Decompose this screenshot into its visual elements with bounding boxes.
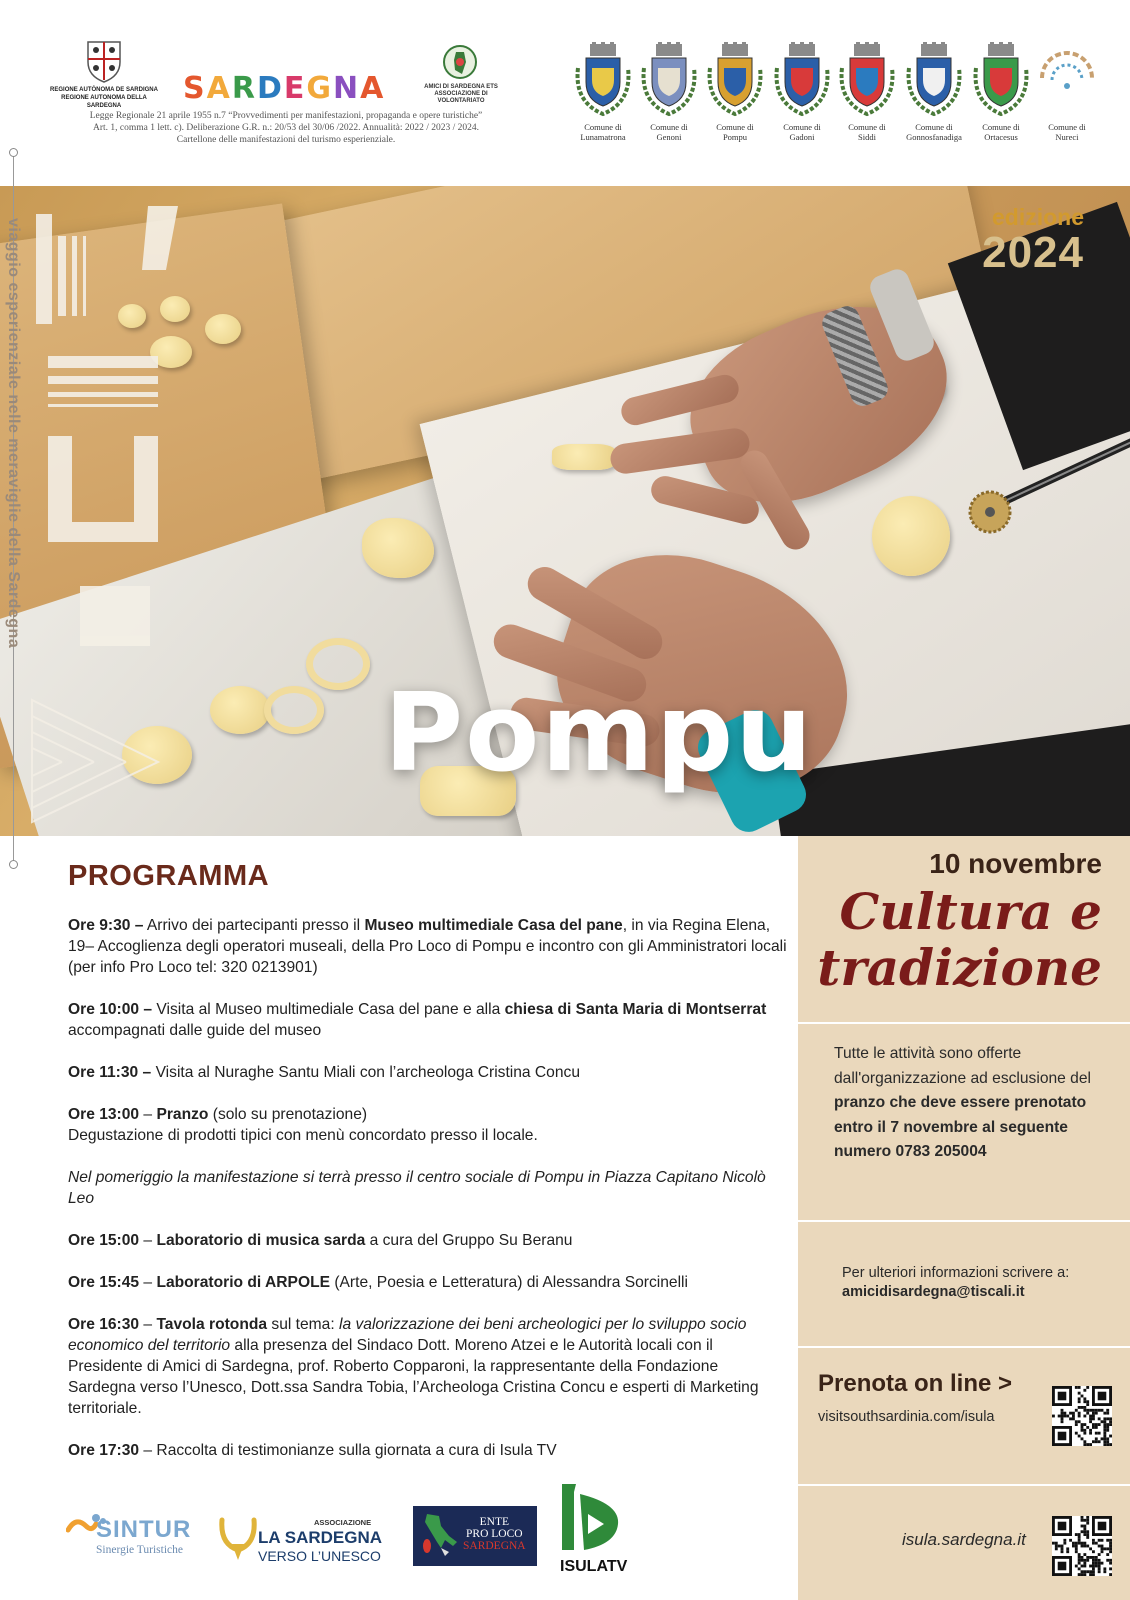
municipality-prefix: Comune di [915,122,953,132]
region-name-sardinian: REGIONE AUTÒNOMA DE SARDIGNA [50,87,158,93]
program-title: PROGRAMMA [68,860,270,892]
sardegna-logo-letter: A [360,71,386,106]
program-highlight: Laboratorio di musica sarda [156,1232,366,1249]
program-text: accompagnati dalle guide del museo [68,1022,322,1039]
dough-ring [264,686,324,734]
program-text: – [139,1316,157,1333]
program-time: Ore 11:30 – [68,1064,152,1081]
la-sardegna-unesco-logo [218,1504,394,1574]
program-time: Ore 16:30 [68,1316,140,1333]
website-qr-code-icon[interactable] [1052,1516,1112,1576]
program-text: – [139,1274,157,1291]
isula-tv-name: ISULATV [560,1558,628,1575]
edition-badge [982,204,1084,276]
municipality-prefix: Comune di [783,122,821,132]
municipality-lunamatrona [568,42,638,142]
isula-tv-mark-icon [562,1484,622,1554]
municipality-name: Gadoni [789,132,815,142]
contact-email-link[interactable]: amicidisardegna@tiscali.it [842,1284,1025,1300]
program-time: Ore 15:45 [68,1274,140,1291]
municipal-crest-icon [970,42,1032,118]
municipality-prefix: Comune di [848,122,886,132]
sardegna-logo-letter: E [283,71,307,106]
municipal-crest-icon [572,42,634,118]
municipality-label [899,122,969,142]
pro-loco-l1: ENTE [479,1516,509,1528]
lunch-notice-text: Tutte le attività sono offerte dall'organizzazione ad esclusione del [834,1045,1091,1087]
isula-tv-logo [558,1484,628,1578]
municipality-name: Genoni [656,132,682,142]
info-panel [798,836,1130,1600]
program-entry [68,1230,788,1251]
amici-sub: ASSOCIAZIONE DI VOLONTARIATO [434,91,488,104]
program-entry [68,1272,788,1293]
program-note: Nel pomeriggio la manifestazione si terrà presso il centro sociale di Pompu in Piazza Capitano Nicolò Leo [68,1169,766,1207]
amici-name: AMICI DI SARDEGNA ETS [424,84,498,90]
program-entry [68,1104,788,1146]
sardegna-logo-letter: N [332,71,361,106]
program-topic: la valorizzazione dei beni archeologici per lo sviluppo socio economico del territorio [68,1316,747,1354]
panel-divider [798,1220,1130,1222]
program-time: Ore 13:00 [68,1106,140,1123]
isula-logo-icon [28,206,178,646]
municipal-crest-icon [704,42,766,118]
program-text: – [139,1232,157,1249]
partner-logos [0,1480,790,1600]
pro-loco-text [463,1516,526,1552]
program-text: a cura del Gruppo Su Beranu [365,1232,573,1249]
municipality-gadoni [767,42,837,142]
side-tagline-text: viaggio esperienziale nelle meraviglie della Sardegna [5,218,22,649]
municipality-name: Nureci [1055,132,1079,142]
event-date: 10 novembre [929,848,1102,879]
website-link[interactable]: isula.sardegna.it [902,1530,1026,1549]
municipality-label [568,122,638,142]
municipal-crest-icon [903,42,965,118]
program-text: Arrivo dei partecipanti presso il [143,917,365,934]
sardegna-logo-letter: R [231,71,257,106]
municipality-name: Lunamatrona [580,132,626,142]
municipality-pompu [700,42,770,142]
program-text: , in via Regina Elena, 19– Accoglienza degli operatori museali, della Pro Loco di Pompu e incontro con gli Amministratori locali (per info Pro Loco tel: 320 0213901) [68,917,787,976]
ox-horns-icon [218,1514,258,1564]
municipality-nureci [1032,42,1102,142]
panel-divider [798,1022,1130,1024]
municipal-crest-icon [771,42,833,118]
program-highlight: Pranzo [156,1106,209,1123]
sardegna-logo-letter: A [206,71,232,106]
municipality-name: Siddi [858,132,876,142]
sardegna-logo-letter: S [183,71,207,106]
municipality-prefix: Comune di [1048,122,1086,132]
program-text: Visita al Museo multimediale Casa del pane e alla [152,1001,505,1018]
municipality-genoni [634,42,704,142]
la-sardegna-sub: VERSO L’UNESCO [258,1548,381,1564]
regione-sardegna-crest-icon [84,38,124,84]
municipal-crest-icon [638,42,700,118]
program-entry [68,999,788,1041]
municipality-label [832,122,902,142]
dough-piece [872,496,950,576]
event-headline [802,884,1102,996]
program-highlight: Museo multimediale Casa del pane [364,917,623,934]
sardegna-logo-letter: G [306,71,333,106]
pastry-cutter-icon [960,436,1130,536]
side-rail-dot [9,860,18,869]
municipality-prefix: Comune di [982,122,1020,132]
sintur-sub: Sinergie Turistiche [96,1544,184,1556]
region-name [48,86,160,110]
program-time: Ore 15:00 [68,1232,140,1249]
italy-map-icon [419,1512,461,1560]
triangle-pattern-icon [28,696,168,826]
edition-label: edizione [991,204,1084,230]
program-entry [68,1062,788,1083]
program-highlight: chiesa di Santa Maria di Montserrat [504,1001,767,1018]
panel-divider [798,1484,1130,1486]
municipality-label [767,122,837,142]
municipality-name: Pompu [722,132,748,142]
municipal-crest-icon [836,42,898,118]
municipality-name: Ortacesus [984,132,1018,142]
municipality-label [634,122,704,142]
dough-piece [210,686,270,734]
legal-reference [36,110,536,146]
sintur-logo [66,1510,196,1570]
lunch-notice-booking: pranzo che deve essere prenotato entro il 7 novembre al seguente numero 0783 205004 [834,1094,1087,1160]
municipality-gonnosfanadiga [899,42,969,142]
municipalities-row [568,42,1108,162]
lunch-notice [834,1042,1114,1165]
la-sardegna-name: LA SARDEGNA [258,1528,383,1547]
book-online-link[interactable]: Prenota on line > [818,1370,1013,1397]
municipality-label [966,122,1036,142]
program-text: (solo su prenotazione) [208,1106,368,1123]
sardegna-logo-letter: D [256,71,284,106]
program-text: alla presenza del Sindaco Dott. Moreno Atzei e le Autorità locali con il Presidente di Amici di Sardegna, prof. Roberto Copparoni, la rappresentante della Fondazione Sardegna verso l’Unesco, Dott.ssa Sandra Tobia, l’Archeologa Cristina Concu e esperti di Marketing territoriale. [68,1337,759,1417]
contact-label: Per ulteriori informazioni scrivere a: [842,1265,1070,1281]
booking-url-link[interactable]: visitsouthsardinia.com/isula [818,1409,995,1425]
booking-qr-code-icon[interactable] [1052,1386,1112,1446]
panel-divider [798,1346,1130,1348]
program-time: Ore 9:30 – [68,917,144,934]
municipality-label [1032,122,1102,142]
program-list [68,915,788,1461]
hero-photo [0,186,1130,836]
amici-di-sardegna-logo-icon [442,44,478,84]
side-rail-dot [9,148,18,157]
dough-piece [552,444,616,470]
program-text: – [139,1106,157,1123]
program-entry [68,1314,788,1419]
program-time: Ore 10:00 – [68,1001,153,1018]
contact-info [842,1264,1122,1302]
program-text: – Raccolta di testimonianze sulla giornata a cura di Isula TV [139,1442,557,1459]
municipality-ortacesus [966,42,1036,142]
pro-loco-l3: SARDEGNA [463,1540,526,1552]
event-headline-line-2: tradizione [817,938,1102,997]
dough-piece [205,314,241,344]
legal-line-2: Art. 1, comma 1 lett. c). Deliberazione G.R. n.: 20/53 del 30/06 /2022. Annualità: 2022 / 2023 / 2024. [92,123,479,133]
legal-line-1: Legge Regionale 21 aprile 1955 n.7 “Provvedimenti per manifestazioni, propaganda e opere turistiche” [89,111,483,121]
municipality-siddi [832,42,902,142]
header [0,0,1130,186]
program-highlight: Tavola rotonda [156,1316,268,1333]
program-text: sul tema: [267,1316,339,1333]
nureci-logo-icon [1036,42,1098,118]
amici-di-sardegna-label [420,84,502,105]
legal-line-3: Cartellone delle manifestazioni del turismo esperienziale. [176,135,396,145]
place-title: Pompu [384,671,815,796]
program-time: Ore 17:30 [68,1442,140,1459]
program-text: Visita al Nuraghe Santu Miali con l’archeologa Cristina Concu [151,1064,581,1081]
program-section [68,860,788,1482]
program-entry [68,915,788,978]
sardegna-logo [183,71,385,106]
region-name-italian: REGIONE AUTONOMA DELLA SARDEGNA [61,95,147,109]
municipality-prefix: Comune di [584,122,622,132]
pro-loco-l2: PRO LOCO [466,1528,523,1540]
sintur-name: SINTUR [96,1516,192,1543]
event-headline-line-1: Cultura e [839,882,1102,941]
program-entry [68,1167,788,1209]
program-highlight: Laboratorio di ARPOLE [156,1274,330,1291]
program-text: (Arte, Poesia e Letteratura) di Alessandra Sorcinelli [330,1274,688,1291]
edition-year: 2024 [982,228,1084,277]
program-text: Degustazione di prodotti tipici con menù concordato presso il locale. [68,1127,538,1144]
la-sardegna-assoc: ASSOCIAZIONE [314,1518,372,1527]
pro-loco-sardegna-logo [413,1506,537,1566]
program-entry [68,1440,788,1461]
municipality-name: Gonnosfanadiga [906,132,962,142]
municipality-prefix: Comune di [650,122,688,132]
dough-ring [306,638,370,690]
municipality-prefix: Comune di [716,122,754,132]
municipality-label [700,122,770,142]
